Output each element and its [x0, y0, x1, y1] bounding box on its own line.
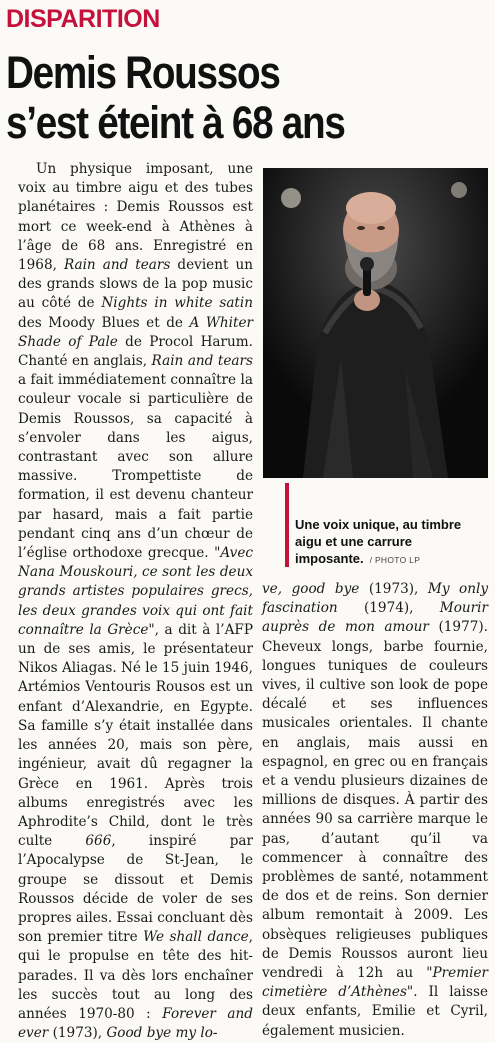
song-title: We shall dance [143, 929, 249, 946]
headline [6, 48, 423, 148]
text-run: , inspiré par l’Apocalypse de St-Jean, le groupe se dissout et Demis Roussos décide de voler de ses propres ailes. Essai concluant dès son premier titre [18, 833, 253, 946]
quote: "Avec Nana Mouskouri, ce sont les deux grands artistes populaires grecs, les deux grandes voix qui ont fait connaître la Grèce" [18, 545, 253, 638]
rubric-label: DISPARITION [6, 5, 160, 33]
text-run: des Moody Blues et de [18, 314, 190, 331]
song-title: Rain and tears [63, 257, 171, 274]
song-title: Rain and tears [151, 353, 253, 370]
text-run: devient un des grands slows de la pop music au côté de [18, 257, 253, 312]
song-title: Mourir auprès de mon amour [262, 600, 488, 636]
text-run: , a dit à l’AFP un de ses amis, le présentateur Nikos Aliagas. Né le 15 juin 1946, Artémios Ventouris Rousos est un enfant d’Alexandrie, en Egypte. Sa famille s’y était installée dans les années 20, mais son père, ingénieur, avait dû regagner la Grèce en 1961. Après trois albums enregistrés avec les Aphrodite’s Child, dont le très culte [18, 621, 253, 850]
song-title: My only fascination [262, 581, 489, 617]
article-paragraph-1 [18, 160, 253, 1043]
song-title: ve, good bye [262, 581, 360, 597]
song-title: Forever and ever [18, 1005, 253, 1042]
headline-line-1: Demis Roussos [6, 47, 280, 98]
text-run: (1977). Cheveux longs, barbe fournie, longues tuniques de couleurs vives, il cultive son look de pope décalé et ses influences musicales orientales. Il chante en anglais, mais aussi en espagnol, en grec ou en français et a vendu plusieurs dizaines de millions de disques. À partir des années 90 sa carrière marque le pas, d’autant qu’il va commencer à connaître des problèmes de santé, notamment de dos et de reins. Son dernier album remontait à 2009. Les obsèques religieuses publiques de Demis Roussos auront lieu vendredi à 12h au [262, 619, 488, 982]
text-run: (1973), [359, 581, 428, 597]
song-title: Good bye my lo- [106, 1025, 218, 1042]
caption-text: Une voix unique, au timbre aigu et une carrure imposante. [295, 517, 462, 566]
text-run: de Procol Harum. Chanté en anglais, [18, 333, 253, 370]
singer-illustration [263, 168, 488, 478]
text-run: . Il laisse deux enfants, Emilie et Cyril, également musicien. [262, 984, 488, 1039]
text-run: (1973), [48, 1025, 107, 1042]
article-column-1 [18, 160, 253, 1043]
article-paragraph-2 [262, 580, 488, 1041]
text-run: , qui le propulse en tête des hit-parades. Il va dès lors enchaîner les succès tout au long des années 1970-80 : [18, 929, 253, 1022]
place-name: "Premier cimetière d’Athènes" [262, 965, 488, 1001]
song-title: A Whiter Shade of Pale [18, 314, 253, 350]
song-title: Nights in white satin [101, 295, 253, 312]
caption-accent-bar [285, 483, 289, 567]
text-run: (1974), [337, 600, 440, 617]
singer-photo [263, 168, 488, 478]
headline-line-2: s’est éteint à 68 ans [6, 97, 345, 148]
text-run: a fait immédiatement connaître la couleur vocale si particulière de Demis Roussos, sa capacité à s’envoler dans les aigus, contrastant avec son allure massive. Trompettiste de formation, il est devenu chanteur par hasard, mais a fait partie pendant cinq ans d’un chœur de l’église orthodoxe grecque. [18, 372, 253, 562]
album-title: 666 [85, 833, 112, 850]
text-run: Un physique imposant, une voix au timbre aigu et des tubes planétaires : Demis Roussos est mort ce week-end à Athènes à l’âge de 68 ans. Enregistré en 1968, [18, 161, 253, 274]
photo-credit: / PHOTO LP [369, 555, 421, 565]
article-column-2 [262, 580, 488, 1041]
photo-caption [295, 516, 490, 569]
